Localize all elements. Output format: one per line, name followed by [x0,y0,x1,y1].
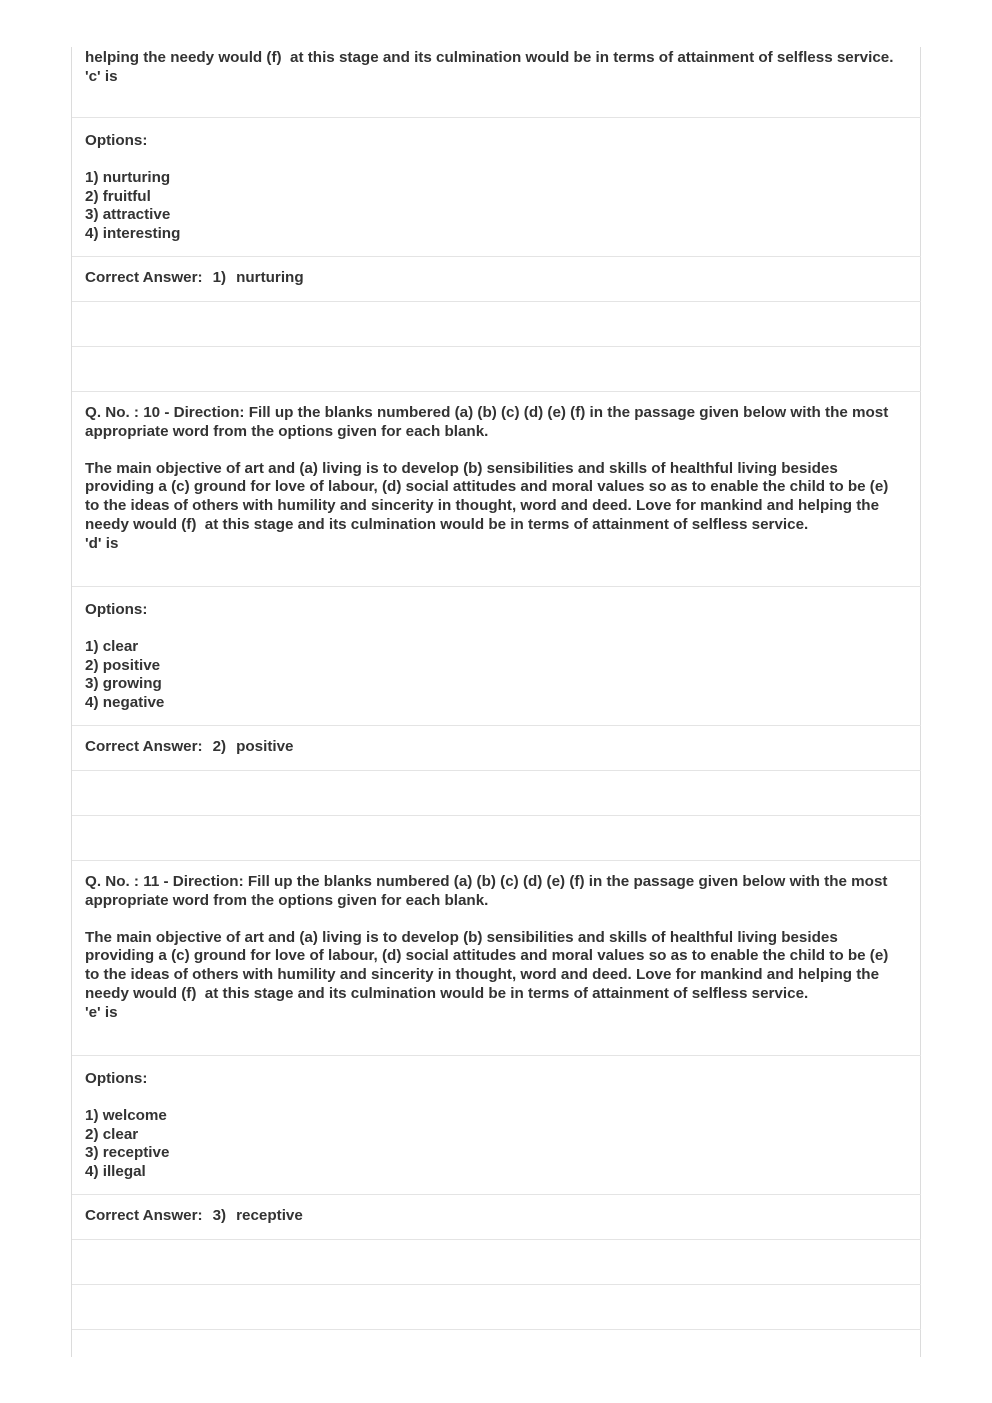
blank-prompt: 'c' is [85,67,118,85]
option-1: 1) welcome [85,1106,167,1124]
answer-number: 2) [212,738,227,755]
carryover-passage-row [72,47,921,118]
correct-answer [85,269,909,288]
spacer-row [72,347,921,392]
options-row [72,1056,921,1195]
option-4: 4) illegal [85,1163,146,1181]
option-2: 2) positive [85,656,161,674]
answer-text: nurturing [236,269,304,286]
correct-answer [85,1207,909,1226]
carryover-options-row [72,118,921,257]
question-heading: Q. No. : 11 - Direction: Fill up the blanks numbered (a) (b) (c) (d) (e) (f) in the passage given below with the most appropriate word from the options given for each blank. [85,873,892,909]
spacer-row [72,1240,921,1285]
options-label: Options: [85,601,148,618]
answer-label: Correct Answer: [85,1207,203,1224]
option-3: 3) growing [85,675,162,693]
question-heading: Q. No. : 10 - Direction: Fill up the blanks numbered (a) (b) (c) (d) (e) (f) in the passage given below with the most appropriate word from the options given for each blank. [85,404,893,440]
options-row [72,587,921,726]
carryover-answer-row [72,257,921,302]
answer-number: 3) [212,1207,227,1224]
options-label: Options: [85,1070,148,1087]
answer-label: Correct Answer: [85,738,203,755]
answer-label: Correct Answer: [85,269,203,286]
blank-prompt: 'd' is [85,534,119,552]
options-list [85,1107,909,1182]
question-passage: The main objective of art and (a) living is to develop (b) sensibilities and skills of healthful living besides providing a (c) ground for love of labour, (d) social attitudes and moral values so as to enable the child to be (e) to the ideas of others with humility and sincerity in thought, word and deed. Love for mankind and helping the needy would (f) at this stage and its culmination would be in terms of attainment of selfless service. [85,928,902,1002]
option-3: 3) attractive [85,206,171,224]
answer-text: positive [236,738,294,755]
answer-text: receptive [236,1207,303,1224]
option-1: 1) clear [85,637,139,655]
options-list [85,638,909,713]
option-3: 3) receptive [85,1144,170,1162]
options-list [85,169,909,244]
question-paper-sheet [71,47,921,1357]
correct-answer [85,738,909,757]
spacer-row [72,1285,921,1330]
answer-number: 1) [212,269,227,286]
question-row [72,861,921,1056]
question-row [72,392,921,587]
option-1: 1) nurturing [85,168,171,186]
option-4: 4) negative [85,694,165,712]
answer-row [72,1195,921,1240]
spacer-row [72,816,921,861]
passage-tail: helping the needy would (f) at this stage and its culmination would be in terms of attainment of selfless service. [85,49,894,66]
option-2: 2) clear [85,1125,139,1143]
option-4: 4) interesting [85,225,181,243]
blank-prompt: 'e' is [85,1003,118,1021]
options-label: Options: [85,132,148,149]
answer-row [72,726,921,771]
option-2: 2) fruitful [85,187,151,205]
question-passage: The main objective of art and (a) living is to develop (b) sensibilities and skills of healthful living besides providing a (c) ground for love of labour, (d) social attitudes and moral values so as to enable the child to be (e) to the ideas of others with humility and sincerity in thought, word and deed. Love for mankind and helping the needy would (f) at this stage and its culmination would be in terms of attainment of selfless service. [85,459,902,533]
spacer-row [72,302,921,347]
spacer-row [72,771,921,816]
